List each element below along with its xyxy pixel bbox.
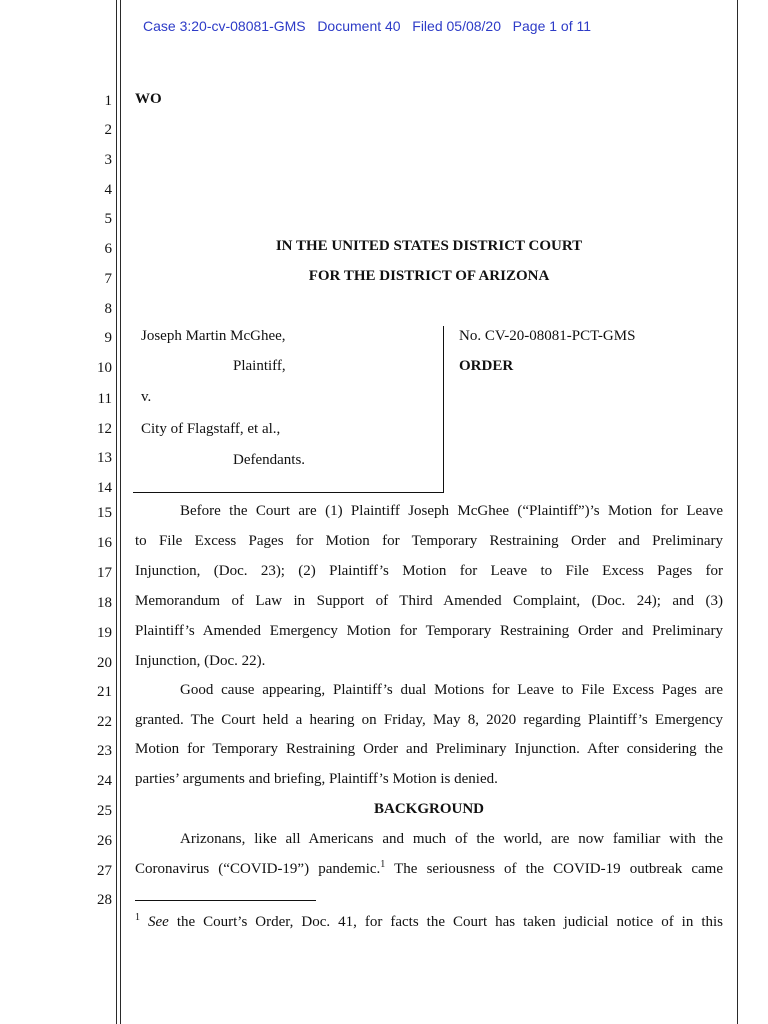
- line-number: 21: [97, 684, 112, 700]
- line-number: 26: [97, 833, 112, 849]
- line-number: 25: [97, 803, 112, 819]
- line-number: 6: [104, 241, 112, 257]
- margin-rule-right: [737, 0, 738, 1024]
- paragraph-1-line-4: Memorandum of Law in Support of Third Amended Complaint, (Doc. 24); and (3): [135, 593, 723, 609]
- line-number: 22: [97, 714, 112, 730]
- line-number: 13: [97, 450, 112, 466]
- paragraph-3-text-b: The seriousness of the COVID-19 outbreak came: [385, 861, 724, 877]
- defendant-name: City of Flagstaff, et al.,: [141, 421, 281, 437]
- footnote-text: the Court’s Order, Doc. 41, for facts the Court has taken judicial notice of in this: [168, 914, 724, 930]
- defendant-role: Defendants.: [233, 452, 306, 468]
- section-heading: BACKGROUND: [373, 801, 484, 817]
- line-number: 8: [104, 301, 112, 317]
- plaintiff-name: Joseph Martin McGhee,: [141, 328, 286, 344]
- versus: v.: [141, 389, 152, 405]
- line-number: 2: [104, 122, 112, 138]
- ecf-header: [143, 18, 591, 34]
- footnote-separator: [135, 900, 316, 901]
- document-type: ORDER: [459, 358, 514, 374]
- filed-date-header: Filed 05/08/20: [412, 18, 501, 34]
- margin-rule-left-outer: [116, 0, 117, 1024]
- line-number: 18: [97, 595, 112, 611]
- paragraph-2-line-1: Good cause appearing, Plaintiff’s dual Motions for Leave to File Excess Pages are: [180, 682, 723, 698]
- line-number: 19: [97, 625, 112, 641]
- paragraph-2-line-4: parties’ arguments and briefing, Plaintiff’s Motion is denied.: [135, 771, 498, 787]
- margin-rule-left-inner: [120, 0, 121, 1024]
- paragraph-3-line-2: [135, 861, 723, 878]
- footnote-marker: 1: [135, 912, 140, 923]
- paragraph-1-line-6: Injunction, (Doc. 22).: [135, 653, 266, 669]
- line-number: 7: [104, 271, 112, 287]
- footnote-reference: 1: [380, 859, 386, 870]
- line-number: 10: [97, 360, 112, 376]
- page-count-header: Page 1 of 11: [512, 18, 592, 34]
- court-title-line-1: IN THE UNITED STATES DISTRICT COURT: [275, 238, 583, 254]
- paragraph-2-line-2: granted. The Court held a hearing on Friday, May 8, 2020 regarding Plaintiff’s Emergency: [135, 712, 723, 728]
- line-number: 17: [97, 565, 112, 581]
- plaintiff-role: Plaintiff,: [233, 358, 286, 374]
- paragraph-1-line-3: Injunction, (Doc. 23); (2) Plaintiff’s Motion for Leave to File Excess Pages for: [135, 563, 723, 579]
- line-number: 23: [97, 743, 112, 759]
- line-number: 11: [97, 391, 112, 407]
- line-number: 12: [97, 421, 112, 437]
- line-number: 4: [104, 182, 112, 198]
- line-number: 24: [97, 773, 112, 789]
- case-number: No. CV-20-08081-PCT-GMS: [459, 328, 636, 344]
- line-number: 3: [104, 152, 112, 168]
- line-number: 27: [97, 863, 112, 879]
- document-number-header: Document 40: [317, 18, 401, 34]
- court-title-line-2: FOR THE DISTRICT OF ARIZONA: [308, 268, 550, 284]
- line-number: 1: [104, 93, 112, 109]
- line-number: 20: [97, 655, 112, 671]
- paragraph-3-text-a: Coronavirus (“COVID-19”) pandemic.: [135, 861, 381, 877]
- paragraph-2-line-3: Motion for Temporary Restraining Order and Preliminary Injunction. After considering the: [135, 741, 723, 757]
- wo-mark: WO: [135, 91, 162, 107]
- paragraph-3-line-1: Arizonans, like all Americans and much of the world, are now familiar with the: [180, 831, 723, 847]
- caption-divider-vertical: [443, 326, 444, 493]
- line-number: 15: [97, 505, 112, 521]
- paragraph-1-line-5: Plaintiff’s Amended Emergency Motion for Temporary Restraining Order and Preliminary: [135, 623, 723, 639]
- paragraph-1-line-2: to File Excess Pages for Motion for Temporary Restraining Order and Preliminary: [135, 533, 723, 549]
- caption-divider-horizontal: [133, 492, 444, 493]
- line-number: 16: [97, 535, 112, 551]
- footnote-1: [135, 914, 723, 931]
- line-number: 5: [104, 211, 112, 227]
- line-number: 14: [97, 480, 112, 496]
- paragraph-1-line-1: Before the Court are (1) Plaintiff Joseph McGhee (“Plaintiff”)’s Motion for Leave: [180, 503, 723, 519]
- case-number-header: Case 3:20-cv-08081-GMS: [143, 18, 306, 34]
- footnote-signal: See: [148, 914, 169, 930]
- line-number: 28: [97, 892, 112, 908]
- line-number: 9: [104, 330, 112, 346]
